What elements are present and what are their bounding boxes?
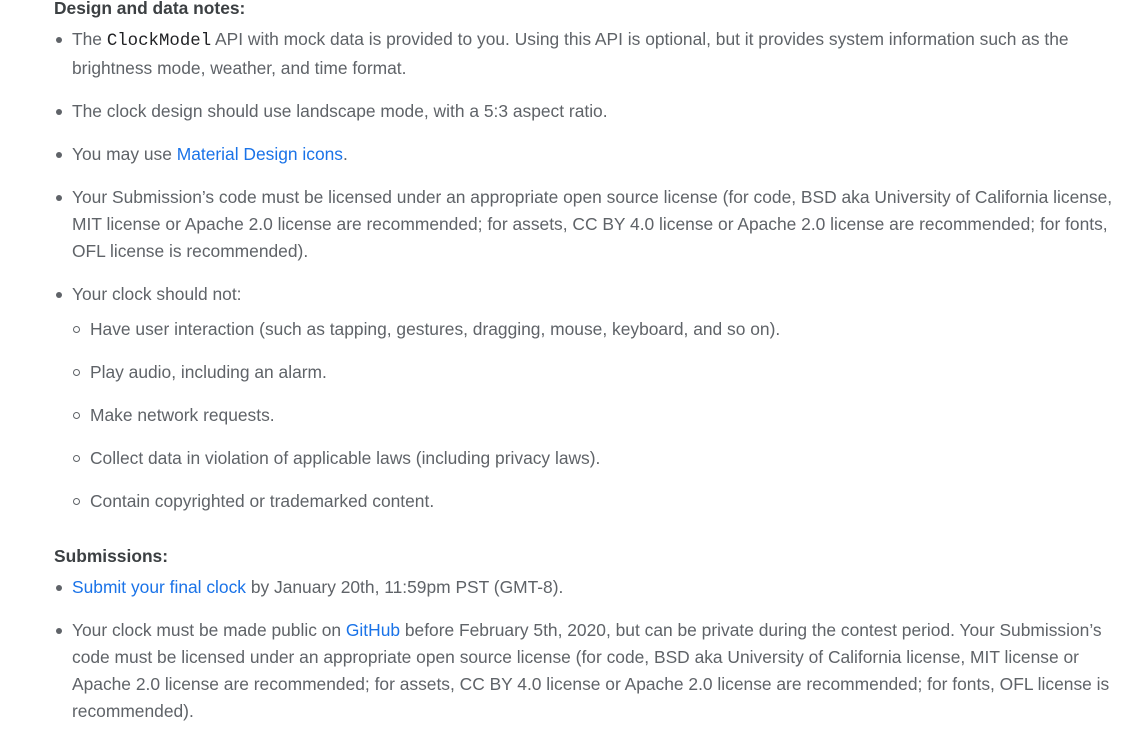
- design-notes-heading: Design and data notes:: [54, 0, 246, 18]
- item-text: API with mock data is provided to you. Using this API is optional, but it provides system information such as the brightness mode, weather, and time format.: [72, 29, 1069, 78]
- item-text: You may use: [72, 144, 177, 164]
- submit-final-clock-link[interactable]: Submit your final clock: [72, 577, 246, 597]
- sublist-item: Contain copyrighted or trademarked content.: [72, 488, 1125, 515]
- item-text: The: [72, 29, 107, 49]
- submissions-list: [54, 574, 1125, 725]
- item-text: The clock design should use landscape mode, with a 5:3 aspect ratio.: [72, 101, 608, 121]
- sublist-item: Have user interaction (such as tapping, gestures, dragging, mouse, keyboard, and so on).: [72, 316, 1125, 343]
- material-design-icons-link[interactable]: Material Design icons: [176, 144, 343, 164]
- list-item-landscape: [54, 98, 1125, 125]
- list-item-clockmodel: [54, 26, 1125, 82]
- sublist-item: Play audio, including an alarm.: [72, 359, 1125, 386]
- submissions-heading: Submissions:: [54, 546, 169, 566]
- sublist-item: Make network requests.: [72, 402, 1125, 429]
- list-item-license: [54, 184, 1125, 265]
- design-notes-list: [54, 26, 1125, 531]
- should-not-sublist: [72, 316, 1125, 515]
- list-item-submit: [54, 574, 1125, 601]
- item-text: .: [342, 144, 348, 164]
- item-text: by January 20th, 11:59pm PST (GMT-8).: [245, 577, 564, 597]
- list-item-github: [54, 617, 1125, 725]
- item-text: before February 5th, 2020, but can be private during the contest period. Your Submission’s code must be licensed under an appropriate open source license (for code, BSD aka University of California license, MIT license or Apache 2.0 license are recommended; for assets, CC BY 4.0 license or Apache 2.0 license are recommended; for fonts, OFL license is recommended).: [72, 620, 1110, 721]
- clockmodel-code: ClockModel: [106, 32, 212, 51]
- github-link[interactable]: GitHub: [345, 620, 401, 640]
- list-item-icons: [54, 141, 1125, 168]
- sublist-item: Collect data in violation of applicable laws (including privacy laws).: [72, 445, 1125, 472]
- item-text: Your Submission’s code must be licensed under an appropriate open source license (for code, BSD aka University of California license, MIT license or Apache 2.0 license are recommended; for assets, CC BY 4.0 license or Apache 2.0 license are recommended; for fonts, OFL license is recommended).: [72, 187, 1113, 261]
- item-text: Your clock must be made public on: [72, 620, 346, 640]
- list-item-should-not: [54, 281, 1125, 515]
- item-text: Your clock should not:: [72, 284, 242, 304]
